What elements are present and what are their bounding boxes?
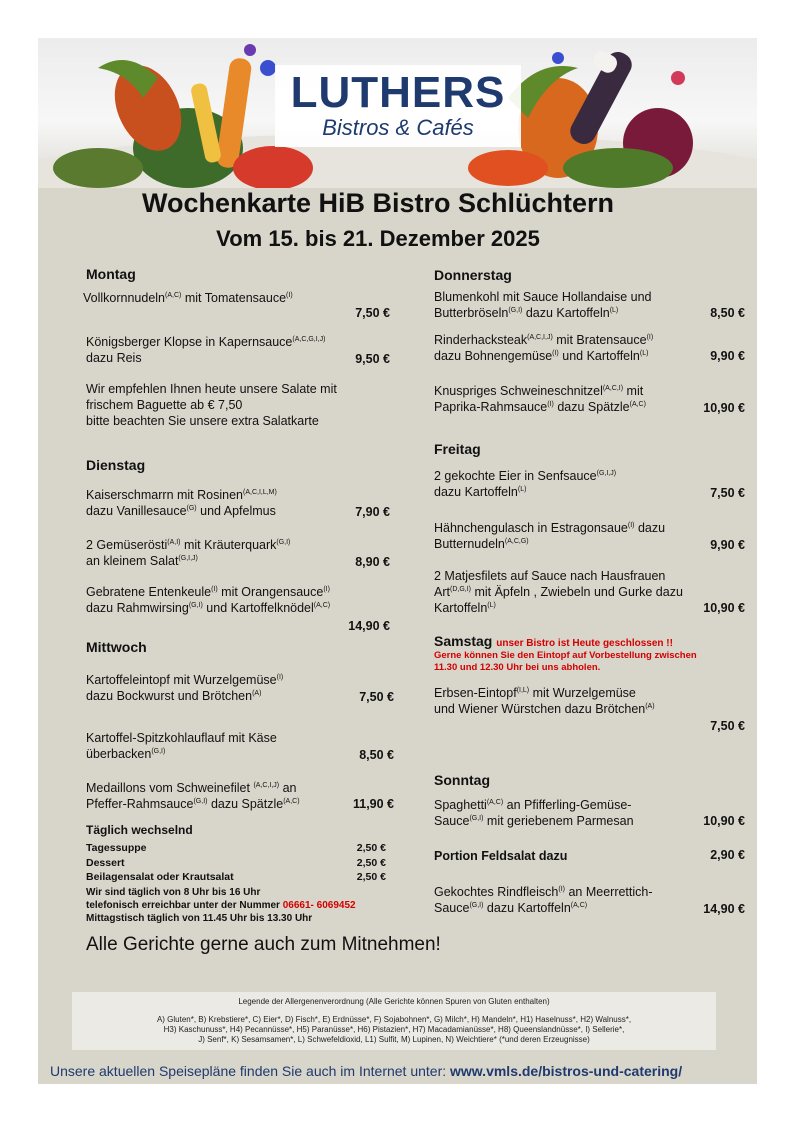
dish-freitag-2: Hähnchengulasch in Estragonsaue$^{(I)}$ dazu Butternudeln$^{(A,C,G)}$ bbox=[434, 521, 666, 551]
dish-donnerstag-3: Knuspriges Schweineschnitzel$^{(A,C,I)}$ mit Paprika-Rahmsauce$^{(I)}$ dazu Spätzle$^{(A,C)}$ bbox=[434, 384, 646, 414]
price-donnerstag-3: 10,90 € bbox=[703, 401, 745, 415]
preorder-notice: Gerne können Sie den Eintopf auf Vorbestellung zwischen 11.30 und 12.30 Uhr bei uns abholen. bbox=[434, 650, 697, 673]
dish-freitag-3: 2 Matjesfilets auf Sauce nach Hausfrauen Art$^{(D,G,I)}$ mit Äpfeln , Zwiebeln und Gurke dazu Kartoffeln$^{(L)}$ bbox=[434, 569, 683, 615]
price-samstag-1: 7,50 € bbox=[710, 719, 745, 733]
price-dienstag-3: 14,90 € bbox=[348, 619, 390, 633]
legend-title: Legende der Allergenenverordnung (Alle Gerichte können Spuren von Gluten enthalten) bbox=[238, 997, 550, 1006]
price-dienstag-1: 7,90 € bbox=[355, 505, 390, 519]
day-heading-freitag: Freitag bbox=[434, 441, 481, 457]
day-heading-montag: Montag bbox=[86, 266, 136, 282]
logo-tagline: Bistros & Cafés bbox=[322, 115, 474, 140]
legend-line-2: H3) Kaschunuss*, H4) Pecannüsse*, H5) Paranüsse*, H6) Pistazien*, H7) Macadamianüsse*, H8) Queenslandnüsse*, I) Sellerie*, bbox=[163, 1025, 625, 1034]
dish-freitag-1: 2 gekochte Eier in Senfsauce$^{(G,I,J)}$ dazu Kartoffeln$^{(L)}$ bbox=[434, 469, 617, 499]
dish-donnerstag-2: Rinderhacksteak$^{(A,C,I,J)}$ mit Bratensauce$^{(I)}$ dazu Bohnengemüse$^{(I)}$ und Kartoffeln$^{(L)}$ bbox=[434, 333, 654, 363]
price-freitag-1: 7,50 € bbox=[710, 486, 745, 500]
daily-specials-heading: Täglich wechselnd bbox=[86, 823, 193, 837]
dish-dienstag-3: Gebratene Entenkeule$^{(I)}$ mit Orangensauce$^{(I)}$ dazu Rahmwirsing$^{(G,I)}$ und Kartoffelknödel$^{(A,C)}$ bbox=[86, 585, 331, 615]
dish-sonntag-3: Gekochtes Rindfleisch$^{(I)}$ an Meerrettich- Sauce$^{(G,I)}$ dazu Kartoffeln$^{(A,C)}$ bbox=[434, 885, 653, 915]
price-mittwoch-1: 7,50 € bbox=[359, 690, 394, 704]
luthers-logo bbox=[275, 65, 521, 147]
legend-line-1: A) Gluten*, B) Krebstiere*, C) Eier*, D) Fisch*, E) Erdnüsse*, F) Sojabohnen*, G) Milch*, H) Mandeln*, H1) Haselnuss*, H2) Walnuss*, bbox=[156, 1015, 632, 1024]
price-freitag-2: 9,90 € bbox=[710, 538, 745, 552]
dish-dienstag-1: Kaiserschmarrn mit Rosinen$^{(A,C,I,L,M)}$ dazu Vanillesauce$^{(G)}$ und Apfelmus bbox=[86, 488, 277, 518]
closed-notice: unser Bistro ist Heute geschlossen !! bbox=[496, 638, 673, 649]
menu-title: Wochenkarte HiB Bistro Schlüchtern bbox=[141, 188, 615, 218]
logo-name: LUTHERS bbox=[290, 68, 506, 117]
footer-text: Unsere aktuellen Speisepläne finden Sie auch im Internet unter: bbox=[50, 1063, 451, 1079]
dish-dienstag-2: 2 Gemüserösti$^{(A,I)}$ mit Kräuterquark$^{(G,I)}$ an kleinem Salat$^{(G,I,J)}$ bbox=[86, 538, 291, 568]
legend-line-3: J) Senf*, K) Sesamsamen*, L) Schwefeldioxid, L1) Sulfit, M) Lupinen, N) Weichtiere* (*und deren Erzeugnisse) bbox=[198, 1035, 590, 1044]
day-heading-samstag: Samstag bbox=[434, 633, 493, 649]
menu-date-range: Vom 15. bis 21. Dezember 2025 bbox=[216, 226, 540, 251]
price-donnerstag-1: 8,50 € bbox=[710, 306, 745, 320]
footer-link[interactable]: www.vmls.de/bistros-und-catering/ bbox=[450, 1063, 683, 1079]
day-heading-sonntag: Sonntag bbox=[434, 772, 490, 788]
phone-number: 06661- 6069452 bbox=[282, 900, 356, 911]
price-dienstag-2: 8,90 € bbox=[355, 555, 390, 569]
dish-mittwoch-1: Kartoffeleintopf mit Wurzelgemüse$^{(I)}$ dazu Bockwurst und Brötchen$^{(A)}$ bbox=[86, 673, 284, 703]
price-montag-2: 9,50 € bbox=[355, 352, 390, 366]
day-heading-donnerstag: Donnerstag bbox=[434, 267, 512, 283]
dish-donnerstag-1: Blumenkohl mit Sauce Hollandaise und Butterbröseln$^{(G,I)}$ dazu Kartoffeln$^{(L)}$ bbox=[434, 290, 652, 320]
price-sonntag-3: 14,90 € bbox=[703, 902, 745, 916]
price-montag-1: 7,50 € bbox=[355, 306, 390, 320]
price-freitag-3: 10,90 € bbox=[703, 601, 745, 615]
montag-salad-note: Wir empfehlen Ihnen heute unsere Salate mit frischem Baguette ab € 7,50 bitte beachten Sie unsere extra Salatkarte bbox=[86, 382, 337, 428]
price-sonntag-2: 2,90 € bbox=[710, 848, 745, 862]
hero-food-photo bbox=[38, 38, 757, 188]
dish-sonntag-2: Portion Feldsalat dazu bbox=[434, 849, 568, 863]
takeaway-note: Alle Gerichte gerne auch zum Mitnehmen! bbox=[86, 934, 441, 955]
opening-hours: Wir sind täglich von 8 Uhr bis 16 Uhr telefonisch erreichbar unter der Nummer 06661- 6069452 Mittagstisch täglich von 11.45 Uhr bis 13.30 Uhr bbox=[86, 887, 356, 924]
allergen-legend bbox=[72, 992, 716, 1050]
price-mittwoch-2: 8,50 € bbox=[359, 748, 394, 762]
price-donnerstag-2: 9,90 € bbox=[710, 349, 745, 363]
footer bbox=[50, 1063, 750, 1079]
day-heading-mittwoch: Mittwoch bbox=[86, 639, 147, 655]
dish-samstag-1: Erbsen-Eintopf$^{(I,L)}$ mit Wurzelgemüse und Wiener Würstchen dazu Brötchen$^{(A)}$ bbox=[434, 686, 655, 716]
day-heading-dienstag: Dienstag bbox=[86, 457, 146, 473]
samstag-heading-line bbox=[434, 633, 673, 649]
dish-montag-1: Vollkornnudeln$^{(A,C)}$ mit Tomatensauce$^{(I)}$ bbox=[83, 291, 293, 305]
price-sonntag-1: 10,90 € bbox=[703, 814, 745, 828]
price-mittwoch-3: 11,90 € bbox=[352, 797, 394, 811]
dish-mittwoch-2: Kartoffel-Spitzkohlauflauf mit Käse überbacken$^{(G,I)}$ bbox=[86, 731, 277, 761]
dish-montag-2: Königsberger Klopse in Kapernsauce$^{(A,C,G,I,J)}$ dazu Reis bbox=[86, 335, 326, 365]
dish-mittwoch-3: Medaillons vom Schweinefilet $^{(A,C,I,J)}$ an Pfeffer-Rahmsauce$^{(G,I)}$ dazu Spätzle$^{(A,C)}$ bbox=[86, 781, 300, 811]
dish-sonntag-1: Spaghetti$^{(A,C)}$ an Pfifferling-Gemüse- Sauce$^{(G,I)}$ mit geriebenem Parmesan bbox=[434, 798, 634, 828]
